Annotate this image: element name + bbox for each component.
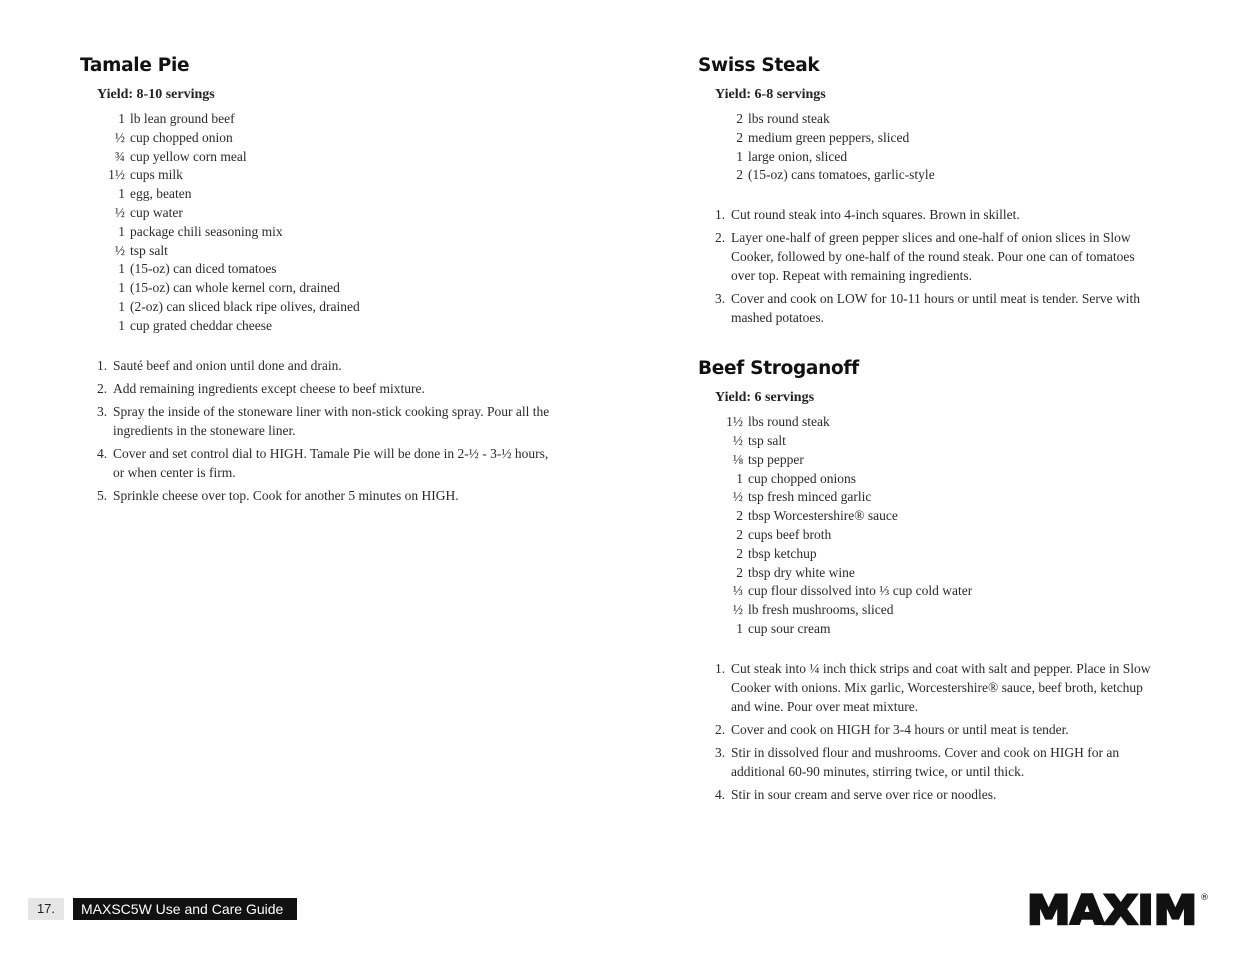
ingredient-text: (15-oz) cans tomatoes, garlic-style <box>748 167 935 183</box>
step-text: Cover and set control dial to HIGH. Tamale Pie will be done in 2-½ - 3-½ hours, or when center is firm. <box>113 445 549 480</box>
step-text: Add remaining ingredients except cheese to beef mixture. <box>113 380 425 396</box>
ingredient-text: tsp fresh minced garlic <box>748 489 872 505</box>
step-number: 1. <box>715 207 726 223</box>
ingredient-text: (2-oz) can sliced black ripe olives, drained <box>130 298 360 314</box>
step-number: 5. <box>97 487 108 503</box>
ingredient-quantity: 1 <box>118 261 125 277</box>
step-text: Stir in sour cream and serve over rice or noodles. <box>731 786 997 802</box>
ingredient-item <box>715 166 1158 185</box>
ingredient-text: lb lean ground beef <box>130 111 235 126</box>
ingredient-quantity: 1½ <box>108 167 125 183</box>
instruction-list <box>715 659 1158 804</box>
instruction-step <box>715 289 1158 327</box>
ingredient-item <box>715 545 1158 564</box>
step-text: Sauté beef and onion until done and drain. <box>113 357 342 373</box>
step-number: 1. <box>97 357 108 373</box>
right-column <box>698 54 1158 808</box>
ingredient-text: cup chopped onion <box>130 129 233 145</box>
ingredient-item <box>97 204 560 223</box>
ingredient-text: tsp pepper <box>748 451 804 467</box>
step-number: 3. <box>715 744 726 760</box>
ingredient-text: tbsp dry white wine <box>748 564 855 580</box>
instruction-step <box>715 205 1158 224</box>
recipe-tamale-pie <box>80 54 560 505</box>
ingredient-quantity: 1½ <box>726 414 743 430</box>
step-text: Stir in dissolved flour and mushrooms. Cover and cook on HIGH for an additional 60-90 minutes, stirring twice, or until thick. <box>731 744 1120 779</box>
instruction-step <box>715 659 1158 716</box>
registered-mark: ® <box>1200 893 1209 903</box>
ingredient-item <box>715 129 1158 148</box>
ingredient-text: cups beef broth <box>748 526 832 542</box>
ingredient-text: lbs round steak <box>748 414 830 430</box>
ingredient-item <box>715 148 1158 167</box>
ingredient-item <box>97 242 560 261</box>
ingredient-quantity: ½ <box>114 129 125 145</box>
recipe-title: Tamale Pie <box>80 55 190 76</box>
ingredient-quantity: ½ <box>732 432 743 448</box>
ingredient-item <box>715 413 1158 432</box>
ingredient-item <box>97 129 560 148</box>
logo-wordmark: MAXIM <box>1027 890 1197 928</box>
ingredient-text: cup grated cheddar cheese <box>130 317 273 333</box>
ingredient-text: lb fresh mushrooms, sliced <box>748 602 894 618</box>
ingredient-quantity: 1 <box>118 111 125 126</box>
ingredient-item <box>715 582 1158 601</box>
instruction-step <box>715 720 1158 739</box>
instruction-list <box>715 205 1158 327</box>
recipe-beef-stroganoff <box>698 357 1158 804</box>
ingredient-item <box>97 260 560 279</box>
ingredient-item <box>97 166 560 185</box>
instruction-step <box>97 444 560 482</box>
ingredient-quantity: ½ <box>114 204 125 220</box>
ingredient-quantity: 1 <box>118 186 125 202</box>
ingredient-quantity: 2 <box>736 129 743 145</box>
ingredient-item <box>97 110 560 129</box>
ingredient-quantity: 1 <box>736 148 743 164</box>
ingredient-quantity: 2 <box>736 526 743 542</box>
step-number: 2. <box>715 230 726 246</box>
ingredient-text: (15-oz) can diced tomatoes <box>130 261 277 277</box>
ingredient-text: tbsp Worcestershire® sauce <box>748 508 898 524</box>
ingredient-text: cup yellow corn meal <box>130 148 247 164</box>
ingredient-quantity: 2 <box>736 508 743 524</box>
ingredient-quantity: ½ <box>732 602 743 618</box>
step-number: 3. <box>715 291 726 307</box>
step-text: Cover and cook on LOW for 10-11 hours or until meat is tender. Serve with mashed potatoes. <box>731 291 1141 326</box>
ingredient-quantity: 2 <box>736 564 743 580</box>
step-text: Sprinkle cheese over top. Cook for another 5 minutes on HIGH. <box>113 487 459 503</box>
recipe-yield: Yield: 6-8 servings <box>715 87 826 102</box>
ingredient-item <box>97 223 560 242</box>
recipe-yield: Yield: 6 servings <box>715 390 815 406</box>
maxim-logo <box>1027 890 1209 928</box>
ingredient-text: cup flour dissolved into ⅓ cup cold water <box>748 583 973 599</box>
ingredient-text: package chili seasoning mix <box>130 223 283 239</box>
ingredient-item <box>97 317 560 336</box>
ingredient-item <box>715 507 1158 526</box>
ingredient-text: cups milk <box>130 167 183 183</box>
recipe-title: Beef Stroganoff <box>698 358 859 380</box>
instruction-step <box>97 402 560 440</box>
left-column <box>80 54 560 509</box>
ingredient-text: medium green peppers, sliced <box>748 129 910 145</box>
ingredient-item <box>97 298 560 317</box>
ingredient-quantity: 1 <box>118 317 125 333</box>
ingredient-quantity: ⅛ <box>732 451 743 467</box>
ingredient-quantity: ⅓ <box>732 583 743 599</box>
ingredient-list <box>715 413 1158 639</box>
ingredient-quantity: 1 <box>118 223 125 239</box>
ingredient-text: tbsp ketchup <box>748 545 817 561</box>
ingredient-item <box>97 279 560 298</box>
ingredient-list <box>97 110 560 336</box>
ingredient-item <box>715 564 1158 583</box>
ingredient-item <box>97 185 560 204</box>
ingredient-item <box>715 601 1158 620</box>
ingredient-text: cup sour cream <box>748 620 831 636</box>
ingredient-quantity: 2 <box>736 111 743 126</box>
recipe-swiss-steak <box>698 54 1158 327</box>
step-number: 4. <box>715 786 726 802</box>
instruction-list <box>97 356 560 505</box>
ingredient-quantity: 1 <box>736 620 743 636</box>
guide-title: MAXSC5W Use and Care Guide <box>73 898 297 920</box>
ingredient-text: large onion, sliced <box>748 148 848 164</box>
ingredient-text: egg, beaten <box>130 186 192 202</box>
ingredient-item <box>715 470 1158 489</box>
ingredient-item <box>715 620 1158 639</box>
ingredient-text: (15-oz) can whole kernel corn, drained <box>130 280 340 296</box>
instruction-step <box>97 379 560 398</box>
ingredient-item <box>97 148 560 167</box>
step-text: Layer one-half of green pepper slices and one-half of onion slices in Slow Cooker, followed by one-half of the round steak. Pour one can of tomatoes over top. Repeat with remaining ingredients. <box>731 230 1135 284</box>
ingredient-quantity: ½ <box>732 489 743 505</box>
step-number: 4. <box>97 445 108 461</box>
step-text: Cover and cook on HIGH for 3-4 hours or until meat is tender. <box>731 721 1069 737</box>
instruction-step <box>715 228 1158 285</box>
instruction-step <box>97 486 560 505</box>
ingredient-quantity: 1 <box>118 298 125 314</box>
ingredient-text: tsp salt <box>748 432 786 448</box>
recipe-yield: Yield: 8-10 servings <box>97 87 215 102</box>
step-text: Cut steak into ¼ inch thick strips and coat with salt and pepper. Place in Slow Cooker with onions. Mix garlic, Worcestershire® sauce, beef broth, ketchup and wine. Pour over meat mixture. <box>731 660 1151 714</box>
ingredient-item <box>715 432 1158 451</box>
ingredient-quantity: 1 <box>736 470 743 486</box>
instruction-step <box>97 356 560 375</box>
ingredient-text: tsp salt <box>130 242 168 258</box>
ingredient-quantity: ¾ <box>114 148 125 164</box>
ingredient-item <box>715 488 1158 507</box>
ingredient-text: cup chopped onions <box>748 470 856 486</box>
step-number: 3. <box>97 403 108 419</box>
ingredient-list <box>715 110 1158 185</box>
ingredient-quantity: 2 <box>736 167 743 183</box>
step-number: 2. <box>715 721 726 737</box>
ingredient-text: cup water <box>130 204 183 220</box>
ingredient-text: lbs round steak <box>748 111 830 126</box>
ingredient-quantity: ½ <box>114 242 125 258</box>
instruction-step <box>715 785 1158 804</box>
step-number: 2. <box>97 380 108 396</box>
ingredient-quantity: 2 <box>736 545 743 561</box>
step-text: Spray the inside of the stoneware liner with non-stick cooking spray. Pour all the ingredients in the stoneware liner. <box>113 403 550 438</box>
ingredient-quantity: 1 <box>118 280 125 296</box>
step-number: 1. <box>715 660 726 676</box>
recipe-title: Swiss Steak <box>698 55 820 76</box>
ingredient-item <box>715 451 1158 470</box>
page-number: 17. <box>28 898 64 920</box>
step-text: Cut round steak into 4-inch squares. Brown in skillet. <box>731 207 1020 223</box>
ingredient-item <box>715 110 1158 129</box>
instruction-step <box>715 743 1158 781</box>
ingredient-item <box>715 526 1158 545</box>
